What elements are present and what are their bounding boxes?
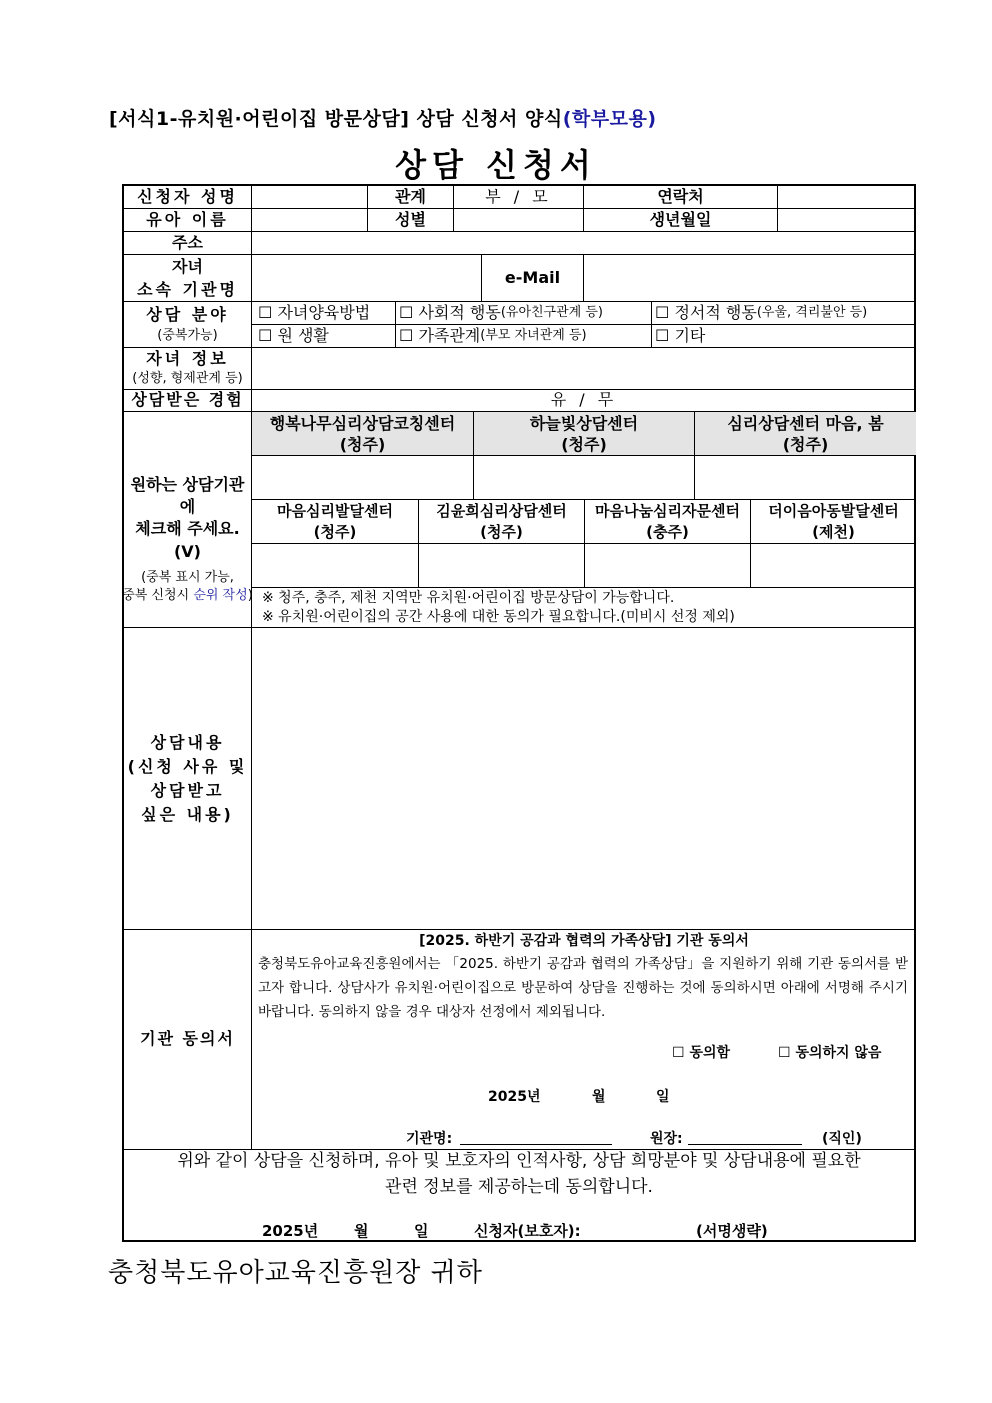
consent-org-line[interactable] (460, 1130, 612, 1145)
center-select-label-line2: 체크해 주세요.(V) (135, 519, 240, 561)
center-name: 마음나눔심리자문센터 (595, 501, 740, 520)
experience-label: 상담받은 경험 (124, 390, 252, 412)
child-info-field[interactable] (252, 348, 916, 390)
consent-month: 월 (592, 1089, 606, 1105)
center-select-sub2-pre: 중복 신청시 (122, 588, 194, 604)
field-option-emotional[interactable] (652, 302, 916, 325)
content-label-line2: (신청 사유 및 (127, 756, 248, 776)
center-check-2[interactable] (474, 456, 695, 500)
checkbox-icon[interactable]: ☐ (655, 302, 670, 322)
center-select-sub1: (중복 표시 가능, (141, 570, 234, 586)
child-org-label-line1: 자녀 (172, 257, 203, 276)
center-select-label (124, 412, 252, 628)
child-name-label: 유아 이름 (124, 209, 252, 232)
agreement-sign: (서명생략) (696, 1222, 768, 1240)
checkbox-icon[interactable]: ☐ (258, 325, 273, 345)
field-option-other[interactable] (652, 325, 916, 348)
applicant-name-field[interactable] (252, 186, 368, 209)
consent-title: [2025. 하반기 공감과 협력의 가족상담] 기관 동의서 (419, 933, 749, 949)
child-info-label-main: 자녀 정보 (146, 348, 229, 368)
field-option-social[interactable] (396, 302, 652, 325)
center-header-5 (419, 500, 585, 544)
agreement-line2: 관련 정보를 제공하는데 동의합니다. (385, 1177, 653, 1197)
checkbox-icon[interactable]: ☐ (778, 1045, 791, 1061)
content-label (124, 628, 252, 930)
content-field[interactable] (252, 628, 916, 930)
child-org-label-line2: 소속 기관명 (137, 280, 238, 299)
consent-agree-option[interactable] (672, 1044, 730, 1064)
consent-org-label: 기관명: (406, 1131, 453, 1147)
checkbox-icon[interactable]: ☐ (258, 302, 273, 322)
gender-label: 성별 (368, 209, 454, 232)
field-option-parenting[interactable] (252, 302, 396, 325)
center-city: (청주) (782, 434, 829, 454)
consent-head-label: 원장: (650, 1131, 683, 1147)
center-check-4[interactable] (252, 544, 419, 588)
center-select-label-line1: 원하는 상담기관에 (130, 474, 245, 516)
field-option-school-life[interactable] (252, 325, 396, 348)
center-check-5[interactable] (419, 544, 585, 588)
contact-field[interactable] (778, 186, 916, 209)
experience-value[interactable]: 유 / 무 (252, 390, 916, 412)
center-header-7 (751, 500, 916, 544)
center-name: 심리상담센터 마음, 봄 (727, 413, 884, 433)
relation-label: 관계 (368, 186, 454, 209)
agreement-applicant-label: 신청자(보호자): (474, 1222, 581, 1240)
application-form (122, 184, 916, 1242)
consent-head-line[interactable] (688, 1130, 802, 1145)
footer-addressee: 충청북도유아교육진흥원장 귀하 (108, 1258, 483, 1288)
center-city: (청주) (561, 434, 607, 454)
center-check-3[interactable] (695, 456, 916, 500)
field-label-sub: (중복가능) (157, 327, 218, 343)
consent-body: 충청북도유아교육진흥원에서는 「2025. 하반기 공감과 협력의 가족상담」을 지원하기 위해 기관 동의서를 받고자 합니다. 상담사가 유치원·어린이집으로 방문하여 상담을 진행하는 것에 동의하시면 아래에 서명해 주시기 바랍니다. 동의하지 않을 경우 대상자 선정에서 제외됩니다. (258, 956, 908, 1020)
field-option-label: 정서적 행동 (674, 302, 757, 322)
center-header-3 (695, 412, 916, 456)
form-header-accent: (학부모용) (562, 108, 657, 130)
center-select-sub2-accent: 순위 작성 (193, 588, 248, 604)
consent-year: 2025년 (488, 1089, 541, 1105)
relation-value[interactable]: 부 / 모 (454, 186, 584, 209)
content-label-line3: 상담받고 (150, 780, 225, 800)
center-select-sub2 (122, 587, 253, 605)
consent-label: 기관 동의서 (124, 930, 252, 1150)
checkbox-icon[interactable]: ☐ (399, 302, 414, 322)
field-option-sub: (우울, 격리불안 등) (756, 304, 868, 320)
child-org-label (124, 255, 252, 302)
center-city: (청주) (339, 434, 386, 454)
field-option-label: 기타 (674, 325, 706, 345)
field-label (124, 302, 252, 348)
consent-seal: (직인) (822, 1131, 862, 1147)
center-header-6 (585, 500, 751, 544)
center-city: (충주) (646, 522, 689, 541)
consent-disagree-label: 동의하지 않음 (795, 1045, 882, 1061)
consent-disagree-option[interactable] (778, 1044, 881, 1064)
center-city: (청주) (313, 522, 357, 541)
center-name: 더이음아동발달센터 (768, 501, 899, 520)
gender-field[interactable] (454, 209, 584, 232)
field-option-family[interactable] (396, 325, 652, 348)
content-label-line1: 상담내용 (150, 732, 225, 752)
birth-label: 생년월일 (584, 209, 778, 232)
center-header-2 (474, 412, 695, 456)
child-name-field[interactable] (252, 209, 368, 232)
center-note-1: ※ 청주, 충주, 제천 지역만 유치원·어린이집 방문상담이 가능합니다. (262, 589, 675, 606)
child-org-field[interactable] (252, 255, 482, 302)
consent-section (252, 930, 916, 1150)
consent-agree-label: 동의함 (689, 1045, 731, 1061)
form-header-prefix: [서식1-유치원·어린이집 방문상담] 상담 신청서 양식 (109, 108, 563, 130)
field-option-label: 자녀양육방법 (277, 302, 371, 322)
address-field[interactable] (252, 232, 916, 255)
checkbox-icon[interactable]: ☐ (655, 325, 670, 345)
child-info-label-sub: (성향, 형제관계 등) (132, 370, 243, 386)
agreement-month: 월 (354, 1222, 369, 1240)
center-header-4 (252, 500, 419, 544)
field-option-label: 가족관계 (418, 325, 481, 345)
agreement-year: 2025년 (262, 1222, 319, 1240)
email-field[interactable] (584, 255, 916, 302)
page-title: 상담 신청서 (395, 146, 597, 184)
center-header-1 (252, 412, 474, 456)
field-option-sub: (유아친구관계 등) (500, 304, 603, 320)
agreement-line1: 위와 같이 상담을 신청하며, 유아 및 보호자의 인적사항, 상담 희망분야 및 상담내용에 필요한 (177, 1151, 861, 1171)
center-select-sub2-post: ) (247, 588, 253, 604)
center-name: 행복나무심리상담코칭센터 (269, 413, 456, 433)
center-name: 김윤희심리상담센터 (436, 501, 567, 520)
birth-field[interactable] (778, 209, 916, 232)
center-check-1[interactable] (252, 456, 474, 500)
center-check-7[interactable] (751, 544, 916, 588)
field-option-label: 사회적 행동 (418, 302, 501, 322)
contact-label: 연락처 (584, 186, 778, 209)
field-option-sub: (부모 자녀관계 등) (480, 327, 587, 343)
center-city: (제천) (812, 522, 855, 541)
checkbox-icon[interactable]: ☐ (399, 325, 414, 345)
checkbox-icon[interactable]: ☐ (672, 1045, 685, 1061)
email-label: e-Mail (482, 255, 584, 302)
center-note-2: ※ 유치원·어린이집의 공간 사용에 대한 동의가 필요합니다.(미비시 선정 제외) (262, 608, 735, 625)
center-name: 하늘빛상담센터 (529, 413, 639, 433)
agreement-day: 일 (414, 1222, 429, 1240)
field-option-label: 원 생활 (277, 325, 329, 345)
center-notes (252, 588, 916, 628)
consent-day: 일 (656, 1089, 670, 1105)
center-city: (청주) (480, 522, 523, 541)
field-label-main: 상담 분야 (146, 304, 229, 324)
center-name: 마음심리발달센터 (277, 501, 393, 520)
applicant-name-label: 신청자 성명 (124, 186, 252, 209)
content-label-line4: 싶은 내용) (141, 804, 234, 824)
address-label: 주소 (124, 232, 252, 255)
child-info-label (124, 348, 252, 390)
form-header (109, 104, 657, 131)
center-check-6[interactable] (585, 544, 751, 588)
